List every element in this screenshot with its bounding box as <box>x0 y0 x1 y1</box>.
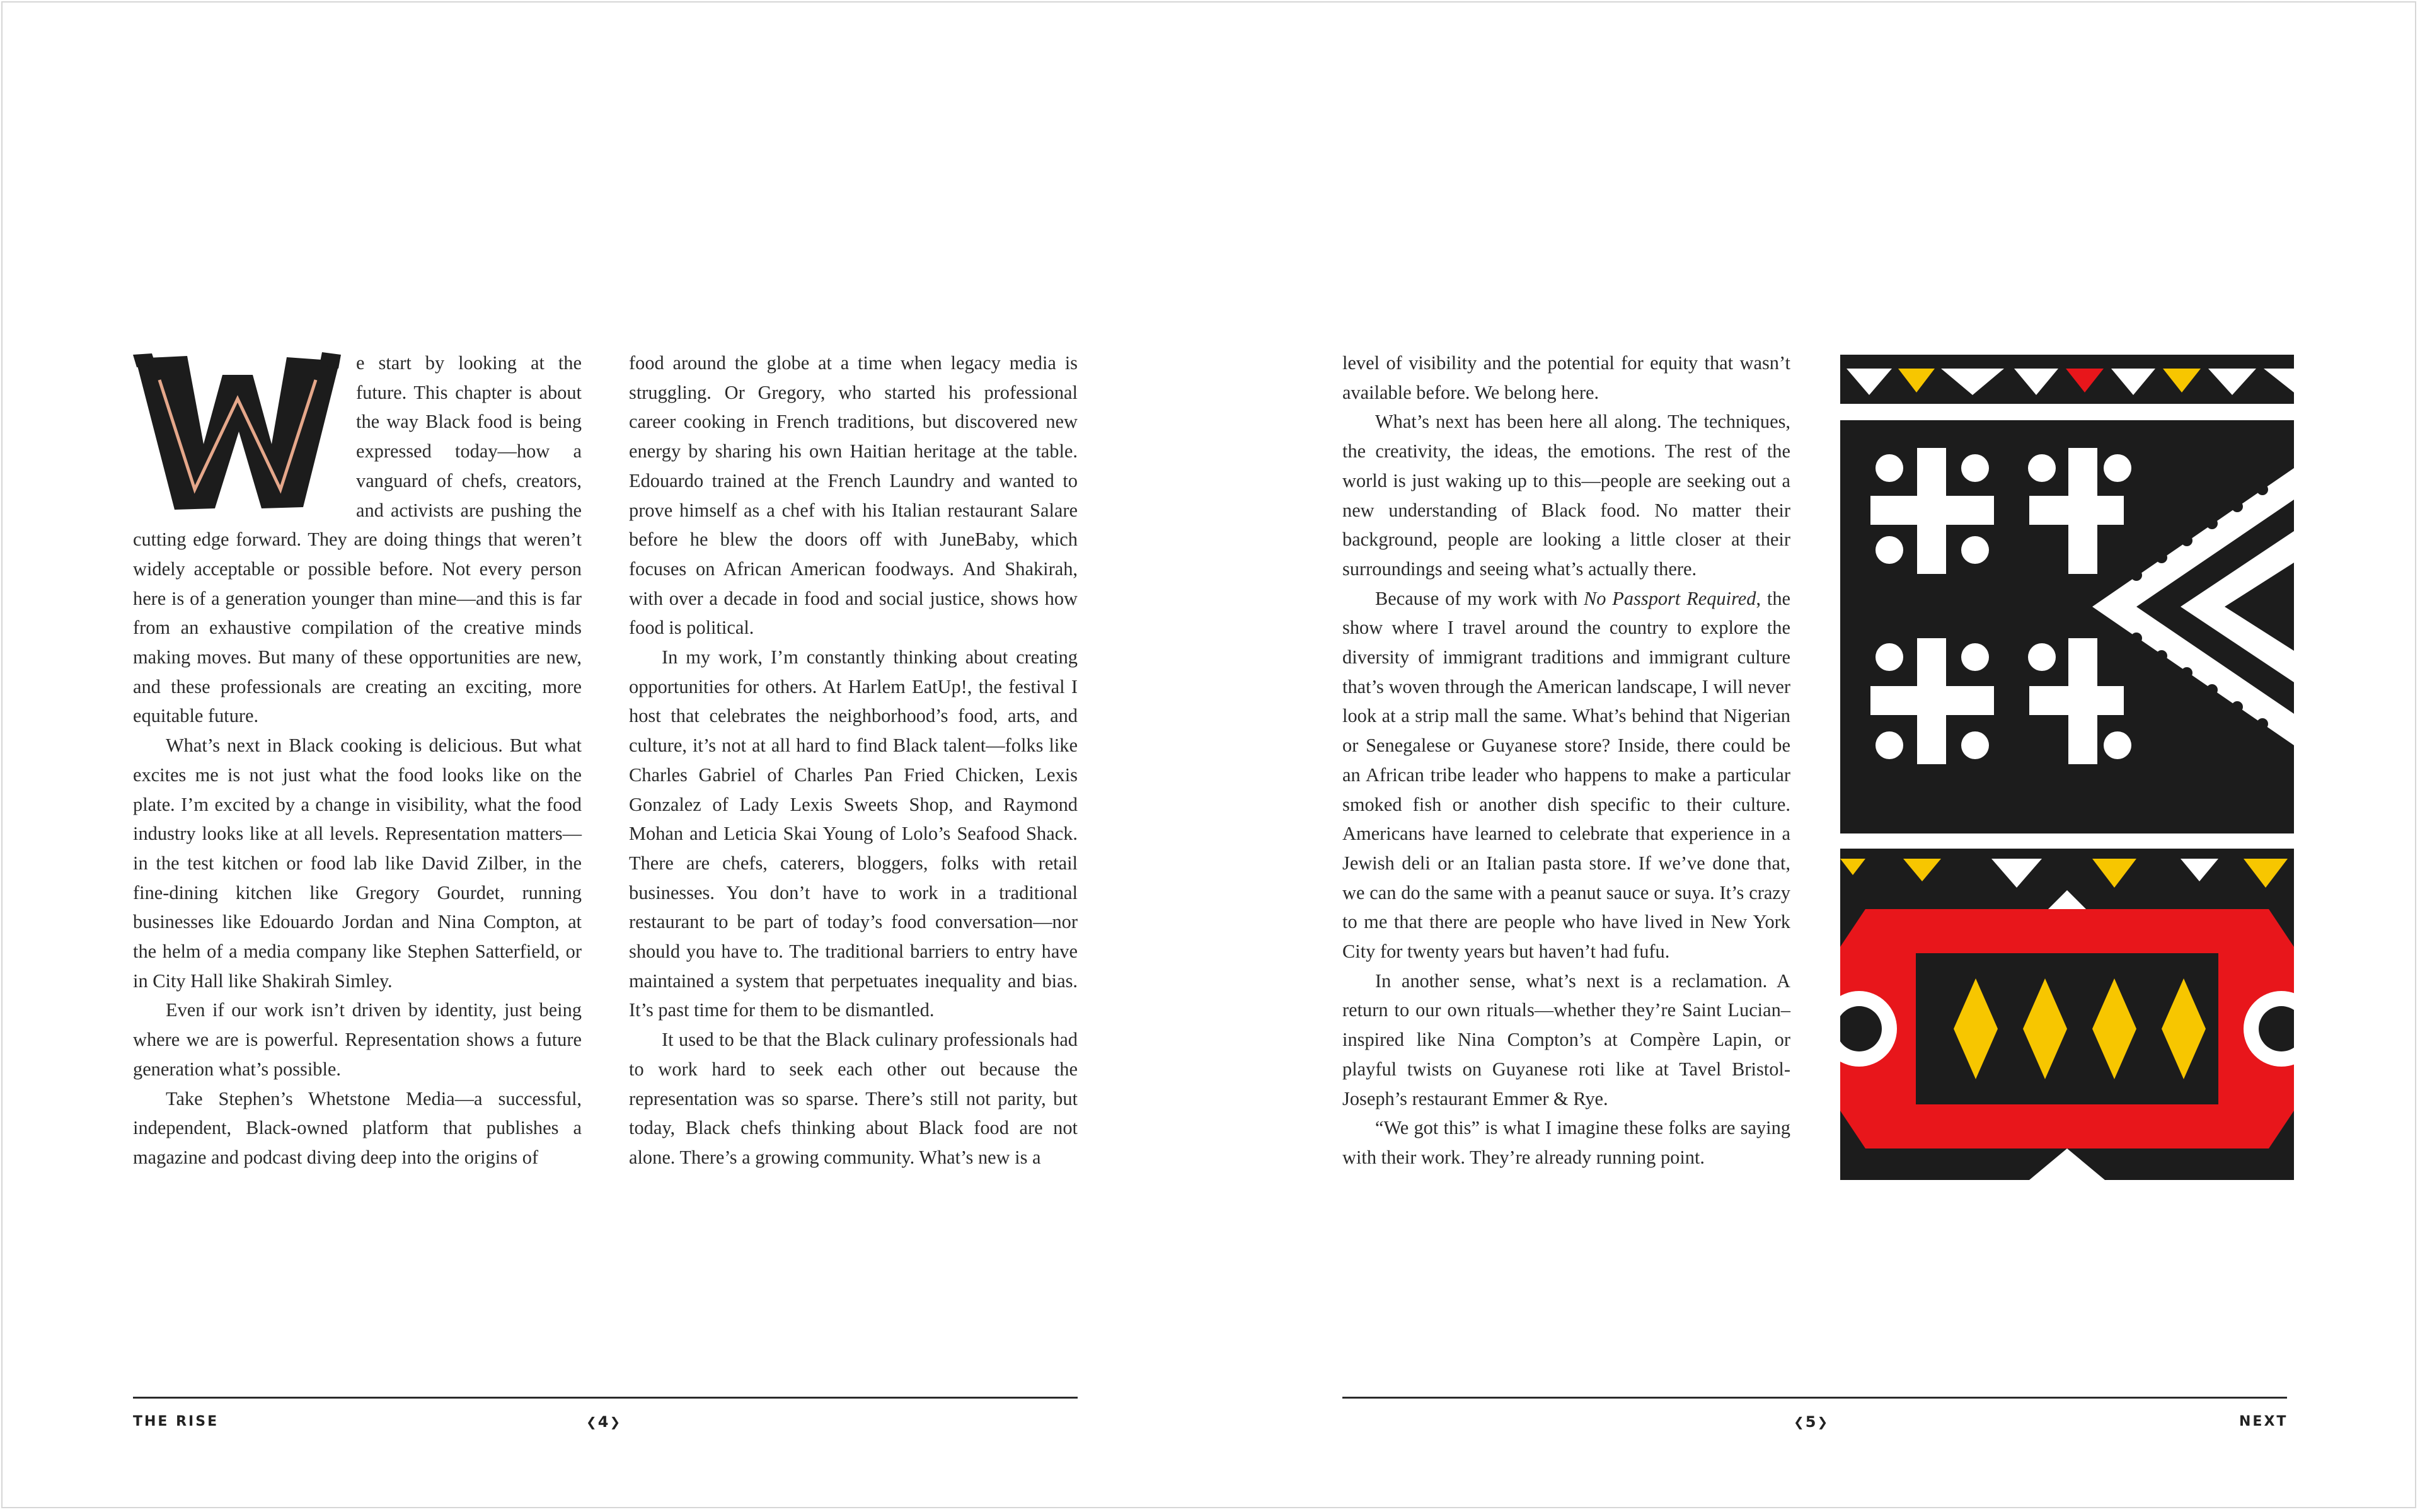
running-head-right: NEXT <box>2239 1414 2288 1429</box>
page-number-right <box>1794 1412 1828 1431</box>
chevron-left-icon: ❮ <box>1794 1414 1804 1429</box>
paragraph: What’s next has been here all along. The techniques, the creativity, the ideas, the emotions. The rest of the world is just waking up to this—people are seeking out a new understanding of Black food. No matter their background, people are looking a little closer at their surroundings and seeing what’s actually there. <box>1342 411 1790 580</box>
paragraph: Take Stephen’s Whetstone Media—a successful, independent, Black-owned platform that publishes a magazine and podcast diving deep into the origins of <box>133 1087 582 1168</box>
chevron-right-icon: ❯ <box>609 1414 621 1429</box>
paragraph: What’s next in Black cooking is delicious. But what excites me is not just what the food looks like on the plate. I’m excited by a change in visibility, what the food industry looks like at all levels. Representation matters—in the test kitchen or food lab like David Zilber, in the fine-dining kitchen like Gregory Gourdet, running businesses like Edouardo Jordan and Nina Compton, at the helm of a media company like Stephen Satterfield, or in City Hall like Shakirah Simley. <box>133 735 582 992</box>
paragraph: In another sense, what’s next is a reclamation. A return to our own rituals—whether they’re Saint Lucian–inspired like Nina Compton’s at Compère Lapin, or playful twists on Guyanese roti like at Tavel Bristol-Joseph’s restaurant Emmer & Rye. <box>1342 970 1790 1109</box>
paragraph: food around the globe at a time when legacy media is struggling. Or Gregory, who started his professional career cooking in French traditions, but discovered new energy by sharing his own Haitian heritage at the table. Edouardo trained at the French Laundry and wanted to prove himself as a chef with his Italian restaurant Salare before he blew the doors off with JuneBaby, which focuses on African American foodways. And Shakirah, with over a decade in food and social justice, shows how food is political. <box>629 352 1078 639</box>
paragraph-text: Because of my work with <box>1375 587 1584 609</box>
page-number-right-value: 5 <box>1805 1413 1816 1431</box>
dropcap-text: W <box>234 483 241 490</box>
paragraph: e start by looking at the future. This chapter is about the way Black food is being expressed today—how a vanguard of chefs, creators, and activists are pushing the cutting edge forward. They are doing things that weren’t widely acceptable or possible before. Not every person here is of a generation younger than mine—and this is far from an exhaustive compilation of the creative minds making moves. But many of these opportunities are new, and these professionals are creating an exciting, more equitable future. <box>133 352 582 727</box>
paragraph: level of visibility and the potential for equity that wasn’t available before. We belong here. <box>1342 352 1790 403</box>
page-number-left <box>586 1412 620 1431</box>
footer-rule-right <box>1342 1397 2287 1399</box>
text-column-1 <box>133 348 582 1172</box>
chevron-left-icon: ❮ <box>586 1414 597 1429</box>
show-title: No Passport Required <box>1584 587 1756 609</box>
running-head-left: THE RISE <box>133 1414 219 1429</box>
textile-pattern-graphic <box>1840 355 2294 1180</box>
paragraph <box>1342 584 1790 966</box>
page-number-left-value: 4 <box>597 1413 609 1431</box>
paragraph-text: , the show where I travel around the country to explore the diversity of immigrant traditions and immigrant culture that’s woven through the American landscape, I will never look at a strip mall the same. What’s behind that Nigerian or Senegalese or Guyanese store? Inside, there could be an African tribe leader who happens to make a particular smoked fish or another dish specific to their culture. Americans have learned to celebrate that experience in a Jewish deli or an Italian pasta store. If we’ve done that, we can do the same with a peanut sauce or suya. It’s crazy to me that there are people who have lived in New York City for twenty years but haven’t had fufu. <box>1342 587 1790 963</box>
textile-pattern-image <box>1840 355 2294 1180</box>
footer-rule-left <box>133 1397 1078 1399</box>
chevron-right-icon: ❯ <box>1817 1414 1828 1429</box>
text-column-2 <box>629 348 1078 1172</box>
paragraph: Even if our work isn’t driven by identity, just being where we are is powerful. Representation shows a future generation what’s possible. <box>133 999 582 1080</box>
paragraph: “We got this” is what I imagine these folks are saying with their work. They’re already running point. <box>1342 1117 1790 1168</box>
dropcap-letter-graphic <box>133 350 342 512</box>
text-column-3 <box>1342 348 1790 1172</box>
dropcap-w <box>133 350 342 513</box>
paragraph: In my work, I’m constantly thinking about creating opportunities for others. At Harlem EatUp!, the festival I host that celebrates the neighborhood’s food, arts, and culture, it’s not at all hard to find Black talent—folks like Charles Gabriel of Charles Pan Fried Chicken, Lexis Gonzalez of Lady Lexis Sweets Shop, and Raymond Mohan and Leticia Skai Young of Lolo’s Seafood Shack. There are chefs, caterers, bloggers, folks with retail businesses. You don’t have to work in a traditional restaurant to be part of today’s food conversation—nor should you have to. The traditional barriers to entry have maintained a system that perpetuates inequality and bias. It’s past time for them to be dismantled. <box>629 646 1078 1021</box>
paragraph: It used to be that the Black culinary professionals had to work hard to seek each other out because the representation was so sparse. There’s still not parity, but today, Black chefs thinking about Black food are not alone. There’s a growing community. What’s new is a <box>629 1029 1078 1168</box>
